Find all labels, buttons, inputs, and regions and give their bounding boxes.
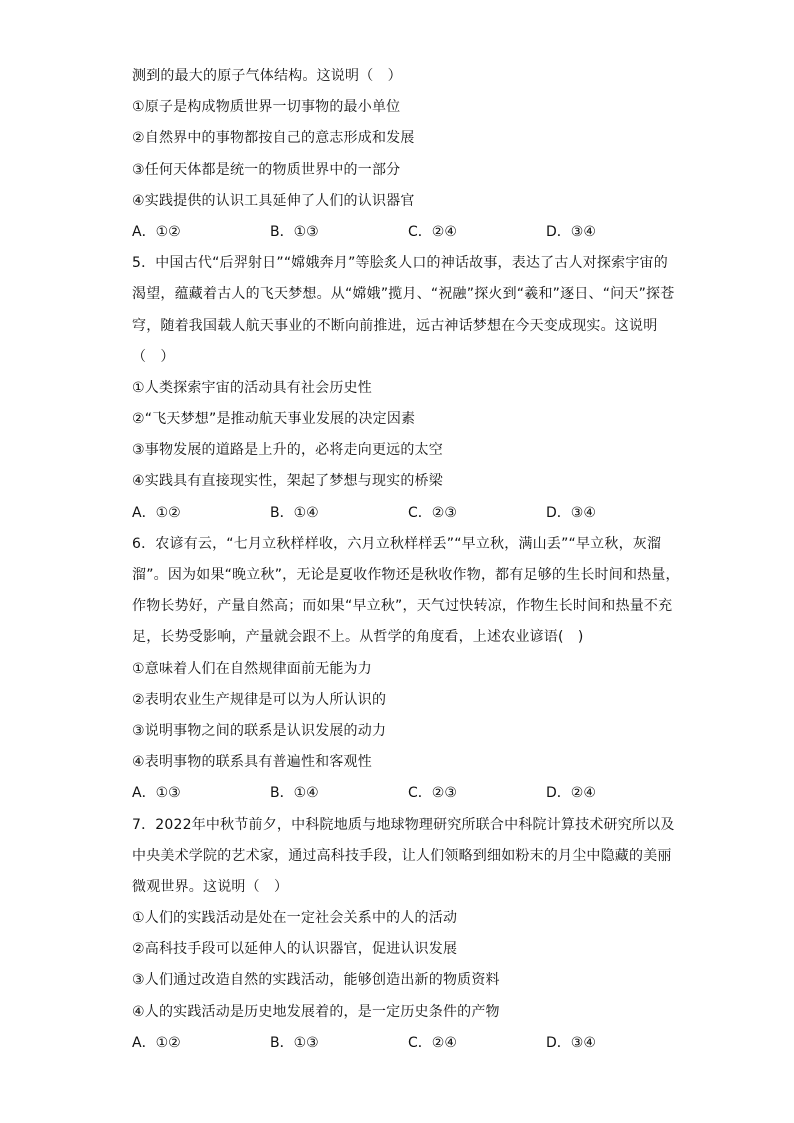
statement-2: ②“飞天梦想”是推动航天事业发展的决定因素 (132, 411, 416, 428)
question-stem-line: 溜”。因为如果“晚立秋”，无论是夏收作物还是秋收作物，都有足够的生长时间和热量， (132, 567, 680, 583)
statement-4: ④实践具有直接现实性，架起了梦想与现实的桥梁 (132, 473, 443, 490)
question-stem-line: 足，长势受影响，产量就会跟不上。从哲学的角度看，上述农业谚语( ) (132, 629, 584, 646)
question-list (132, 61, 680, 1059)
option-a[interactable]: A．①③ (132, 785, 181, 802)
option-a[interactable]: A．①② (132, 504, 181, 521)
question-stem-line: 穹，随着我国载人航天事业的不断向前推进，远古神话梦想在今天变成现实。这说明 (132, 317, 658, 334)
answer-options (132, 1028, 662, 1059)
statement-3: ③任何天体都是统一的物质世界中的一部分 (132, 161, 401, 178)
statement-4: ④实践提供的认识工具延伸了人们的认识器官 (132, 192, 415, 209)
statement-2: ②表明农业生产规律是可以为人所认识的 (132, 691, 387, 708)
question-stem-line: 6．农谚有云，“七月立秋样样收，六月立秋样样丢”“早立秋，满山丢”“早立秋，灰溜 (132, 535, 662, 552)
question-4-continued (132, 61, 662, 248)
question-stem-line: 中央美术学院的艺术家，通过高科技手段，让人们领略到细如粉末的月尘中隐藏的美丽 (132, 847, 672, 864)
statement-3: ③事物发展的道路是上升的，必将走向更远的太空 (132, 442, 443, 459)
option-b[interactable]: B．①④ (270, 785, 319, 802)
option-c[interactable]: C．②④ (408, 1034, 457, 1051)
statement-1: ①人类探索宇宙的活动具有社会历史性 (132, 379, 372, 396)
option-d[interactable]: D．②④ (546, 785, 596, 802)
question-stem-line: 渴望，蕴藏着古人的飞天梦想。从“嫦娥”揽月、“祝融”探火到“羲和”逐日、“问天”探苍 (132, 286, 675, 303)
option-b[interactable]: B．①④ (270, 504, 319, 521)
statement-4: ④表明事物的联系具有普遍性和客观性 (132, 754, 372, 771)
option-d[interactable]: D．③④ (546, 504, 596, 521)
statement-4: ④人的实践活动是历史地发展着的，是一定历史条件的产物 (132, 1003, 500, 1020)
answer-options (132, 778, 662, 809)
option-d[interactable]: D．③④ (546, 223, 596, 240)
option-b[interactable]: B．①③ (270, 223, 319, 240)
question-stem-line: 微观世界。这说明（ ） (132, 878, 289, 895)
option-c[interactable]: C．②④ (408, 223, 457, 240)
answer-options (132, 498, 662, 529)
question-stem-line: （ ） (132, 348, 175, 365)
option-c[interactable]: C．②③ (408, 785, 457, 802)
statement-2: ②高科技手段可以延伸人的认识器官，促进认识发展 (132, 941, 458, 958)
statement-1: ①意味着人们在自然规律面前无能为力 (132, 660, 372, 677)
statement-1: ①原子是构成物质世界一切事物的最小单位 (132, 99, 401, 116)
question-6 (132, 529, 680, 810)
statement-3: ③人们通过改造自然的实践活动，能够创造出新的物质资料 (132, 972, 500, 989)
question-stem-line: 7．2022年中秋节前夕，中科院地质与地球物理研究所联合中科院计算技术研究所以及 (132, 816, 675, 833)
statement-3: ③说明事物之间的联系是认识发展的动力 (132, 722, 387, 739)
question-7 (132, 810, 675, 1060)
question-stem-line: 测到的最大的原子气体结构。这说明（ ） (132, 68, 402, 84)
option-a[interactable]: A．①② (132, 223, 181, 240)
option-a[interactable]: A．①② (132, 1034, 181, 1051)
statement-2: ②自然界中的事物都按自己的意志形成和发展 (132, 130, 415, 147)
question-stem-line: 5．中国古代“后羿射日”“嫦娥奔月”等脍炙人口的神话故事，表达了古人对探索宇宙的 (132, 255, 668, 272)
statement-1: ①人们的实践活动是处在一定社会关系中的人的活动 (132, 910, 458, 927)
question-5 (132, 248, 675, 529)
option-d[interactable]: D．③④ (546, 1034, 596, 1051)
option-c[interactable]: C．②③ (408, 504, 457, 521)
option-b[interactable]: B．①③ (270, 1034, 319, 1051)
answer-options (132, 217, 662, 248)
question-stem-line: 作物长势好，产量自然高；而如果“早立秋”，天气过快转凉，作物生长时间和热量不充 (132, 598, 673, 615)
